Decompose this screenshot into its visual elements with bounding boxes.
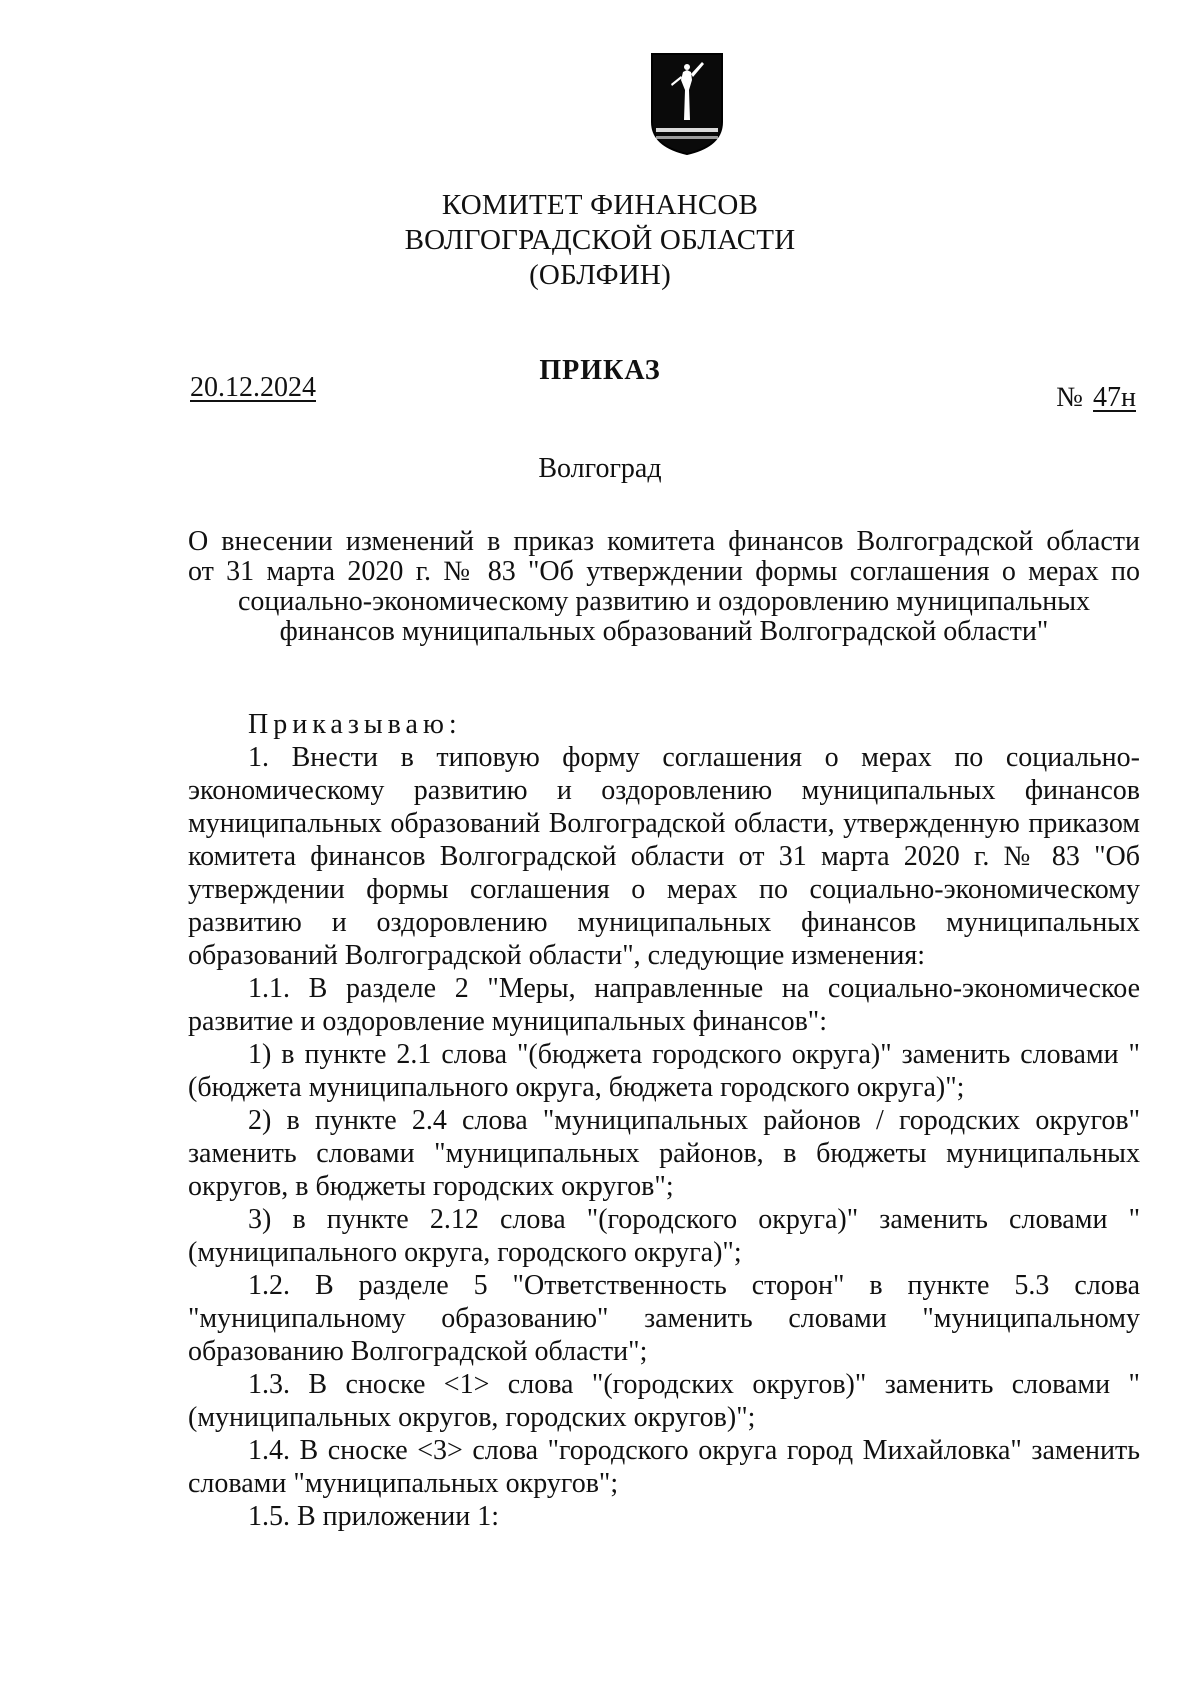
document-subject [188, 527, 1140, 647]
document-body [188, 708, 1140, 1533]
number-sign: № [1056, 382, 1084, 413]
org-line-1: КОМИТЕТ ФИНАНСОВ [441, 189, 759, 221]
paragraph-1-1-item-1: 1) в пункте 2.1 слова "(бюджета городского округа)" заменить словами "(бюджета муниципального округа, бюджета городского округа)"; [188, 1039, 1140, 1103]
order-word: Приказываю: [248, 709, 462, 740]
document-number [1056, 382, 1136, 414]
subject-line-3: социально-экономическому развитию и оздоровлению муниципальных [237, 586, 1091, 617]
coat-of-arms-icon [648, 50, 726, 158]
paragraph-1-2: 1.2. В разделе 5 "Ответственность сторон" в пункте 5.3 слова "муниципальному образованию" заменить словами "муниципальному образованию Волгоградской области"; [188, 1270, 1140, 1367]
paragraph-1-4: 1.4. В сноске <3> слова "городского округа город Михайловка" заменить словами "муниципальных округов"; [188, 1435, 1140, 1499]
paragraph-1-1-item-3: 3) в пункте 2.12 слова "(городского округа)" заменить словами "(муниципального округа, городского округа)"; [188, 1204, 1140, 1268]
city: Волгоград [538, 453, 662, 484]
org-line-2: ВОЛГОГРАДСКОЙ ОБЛАСТИ [404, 224, 796, 256]
document-date: 20.12.2024 [190, 372, 316, 403]
subject-line-1: О внесении изменений в приказ комитета финансов Волгоградской области [188, 526, 1140, 557]
subject-line-4: финансов муниципальных образований Волгоградской области" [279, 616, 1049, 647]
document-type: ПРИКАЗ [539, 355, 661, 386]
org-line-3: (ОБЛФИН) [529, 259, 671, 291]
paragraph-1: 1. Внести в типовую форму соглашения о мерах по социально-экономическому развитию и оздоровлению муниципальных финансов муниципальных образований Волгоградской области, утвержденную приказом комитета финансов Волгоградской области от 31 марта 2020 г. № 83 "Об утверждении формы соглашения о мерах по социально-экономическому развитию и оздоровлению муниципальных финансов муниципальных образований Волгоградской области", следующие изменения: [188, 742, 1140, 971]
organization-name [0, 188, 1200, 293]
paragraph-1-1-item-2: 2) в пункте 2.4 слова "муниципальных районов / городских округов" заменить словами "муниципальных районов, в бюджеты муниципальных округов, в бюджеты городских округов"; [188, 1105, 1140, 1202]
paragraph-1-1: 1.1. В разделе 2 "Меры, направленные на социально-экономическое развитие и оздоровление муниципальных финансов": [188, 973, 1140, 1037]
paragraph-1-3: 1.3. В сноске <1> слова "(городских округов)" заменить словами "(муниципальных округов, городских округов)"; [188, 1369, 1140, 1433]
paragraph-1-5: 1.5. В приложении 1: [248, 1501, 500, 1532]
number-value: 47н [1093, 382, 1136, 413]
subject-line-2: от 31 марта 2020 г. № 83 "Об утверждении формы соглашения о мерах по [188, 556, 1140, 587]
